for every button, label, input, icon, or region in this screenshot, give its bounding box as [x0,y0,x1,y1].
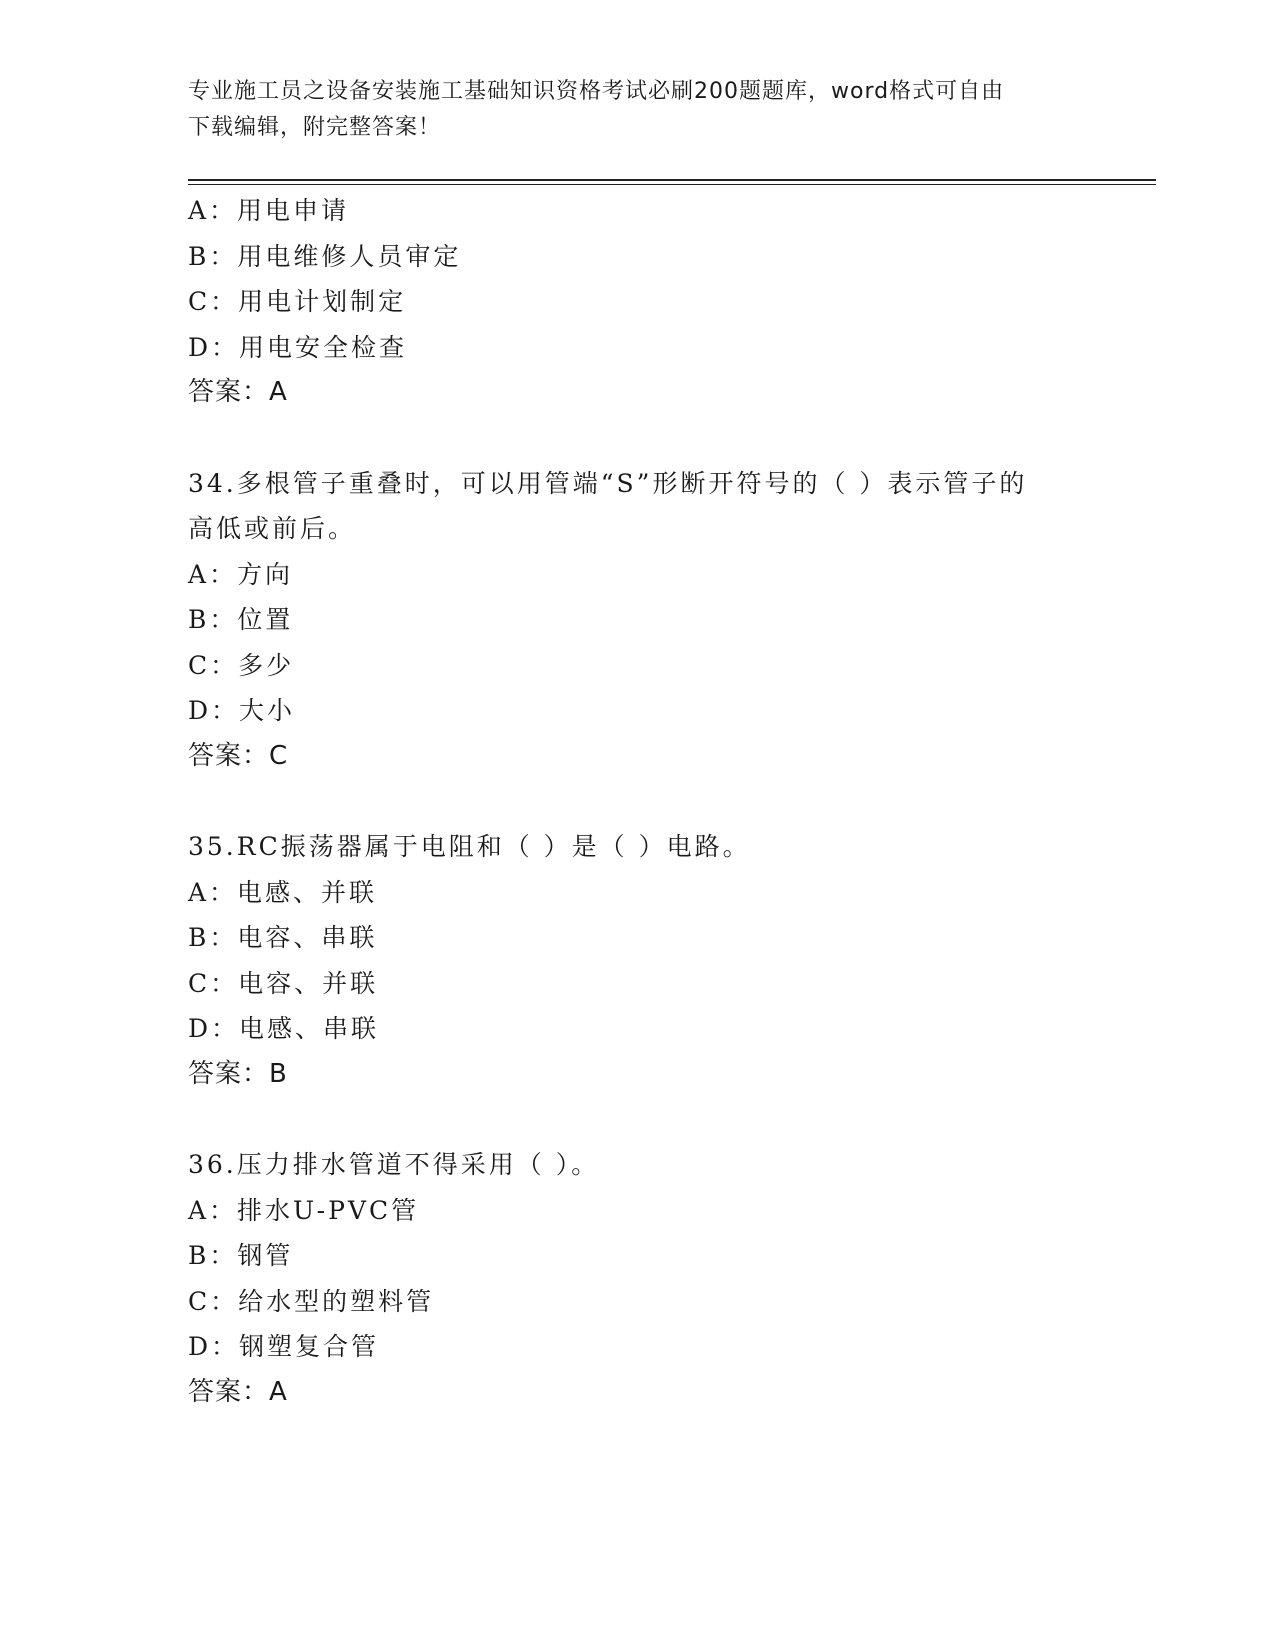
question-stem-continued: 高低或前后。 [188,514,357,543]
option-a: A：排水U-PVC管 [188,1195,420,1225]
header-divider-thick [188,179,1156,181]
option-d: D：钢塑复合管 [188,1332,380,1361]
question-list [188,188,1088,1415]
option-c: C：用电计划制定 [188,287,407,316]
option-d: D：用电安全检查 [188,332,408,362]
question-spacer [188,1097,1088,1142]
option-d: D：大小 [188,696,296,725]
header-line-2: 下载编辑，附完整答案！ [188,115,442,140]
answer-line: 答案：A [188,1376,288,1407]
question-36 [188,1142,1088,1415]
option-b: B：钢管 [188,1241,294,1270]
option-a: A：电感、并联 [188,877,378,907]
option-c: C：给水型的塑料管 [188,1286,435,1316]
answer-line: 答案：A [188,377,288,407]
header-divider-thin [188,184,1156,185]
question-stem: 36.压力排水管道不得采用（ ）。 [188,1150,600,1179]
question-spacer [188,779,1088,824]
option-b: B：用电维修人员审定 [188,241,462,271]
question-34 [188,461,1088,780]
option-a: A：方向 [188,559,294,589]
document-header [188,74,1088,146]
question-stem: 35.RC振荡器属于电阻和（ ）是（ ）电路。 [188,832,751,861]
option-b: B：电容、串联 [188,923,378,952]
option-b: B：位置 [188,605,294,634]
question-35 [188,824,1088,1097]
option-c: C：多少 [188,650,295,680]
answer-line: 答案：C [188,740,289,771]
question-spacer [188,416,1088,461]
question-33 [188,188,1088,416]
question-stem: 34.多根管子重叠时，可以用管端“S”形断开符号的（ ）表示管子的 [188,468,1028,498]
answer-line: 答案：B [188,1058,288,1089]
option-c: C：电容、并联 [188,968,379,998]
option-a: A：用电申请 [188,196,350,225]
option-d: D：电感、串联 [188,1014,380,1043]
header-line-1: 专业施工员之设备安装施工基础知识资格考试必刷200题题库，word格式可自由 [188,79,1005,104]
